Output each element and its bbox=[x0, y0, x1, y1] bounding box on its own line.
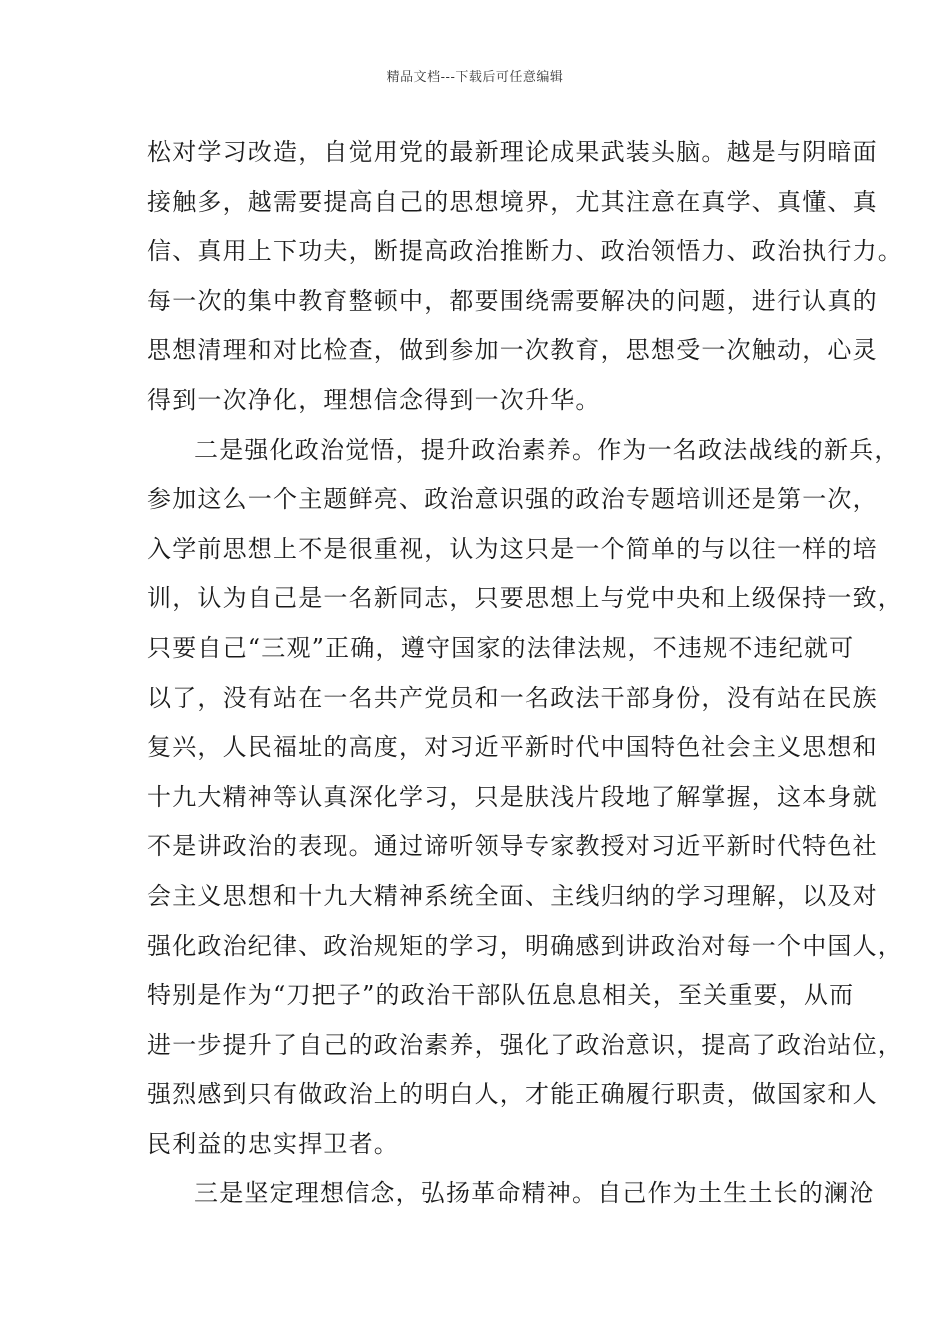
text-line: 松对学习改造，自觉用党的最新理论成果武装头脑。越是与阴暗面 bbox=[147, 138, 878, 166]
text-line: 信、真用上下功夫，断提高政治推断力、政治领悟力、政治执行力。 bbox=[147, 237, 903, 266]
text-line: 每一次的集中教育整顿中，都要围绕需要解决的问题，进行认真的 bbox=[147, 286, 878, 315]
text-line: 入学前思想上不是很重视，认为这只是一个简单的与以往一样的培 bbox=[147, 534, 878, 563]
paragraph-start-line: 三是坚定理想信念，弘扬革命精神。自己作为土生土长的澜沧 bbox=[194, 1179, 875, 1208]
text-line: 只要自己“三观”正确，遵守国家的法律法规，不违规不违纪就可 bbox=[147, 633, 855, 662]
text-line: 民利益的忠实捍卫者。 bbox=[147, 1129, 399, 1158]
text-line: 强化政治纪律、政治规矩的学习，明确感到讲政治对每一个中国人， bbox=[147, 931, 903, 960]
text-line: 以了，没有站在一名共产党员和一名政法干部身份，没有站在民族 bbox=[147, 683, 878, 712]
text-line: 强烈感到只有做政治上的明白人，才能正确履行职责，做国家和人 bbox=[147, 1080, 878, 1109]
text-line: 训，认为自己是一名新同志，只要思想上与党中央和上级保持一致， bbox=[147, 584, 903, 613]
text-line: 会主义思想和十九大精神系统全面、主线归纳的学习理解，以及对 bbox=[147, 881, 878, 910]
text-line: 不是讲政治的表现。通过谛听领导专家教授对习近平新时代特色社 bbox=[147, 832, 878, 861]
text-line: 复兴，人民福址的高度，对习近平新时代中国特色社会主义思想和 bbox=[147, 733, 878, 762]
text-line: 思想清理和对比检查，做到参加一次教育，思想受一次触动，心灵 bbox=[147, 336, 878, 365]
document-body bbox=[147, 133, 903, 1224]
text-line: 进一步提升了自己的政治素养，强化了政治意识，提高了政治站位， bbox=[147, 1030, 903, 1059]
text-line: 特别是作为“刀把子”的政治干部队伍息息相关，至关重要，从而 bbox=[147, 981, 855, 1010]
page-header: 精品文档---下载后可任意编辑 bbox=[386, 70, 564, 85]
paragraph-start-line: 二是强化政治觉悟，提升政治素养。作为一名政法战线的新兵， bbox=[194, 435, 900, 464]
text-line: 十九大精神等认真深化学习，只是肤浅片段地了解掌握，这本身就 bbox=[147, 782, 878, 811]
text-line: 接触多，越需要提高自己的思想境界，尤其注意在真学、真懂、真 bbox=[147, 187, 878, 216]
text-line: 参加这么一个主题鲜亮、政治意识强的政治专题培训还是第一次， bbox=[147, 485, 878, 514]
text-line: 得到一次净化，理想信念得到一次升华。 bbox=[147, 385, 601, 414]
